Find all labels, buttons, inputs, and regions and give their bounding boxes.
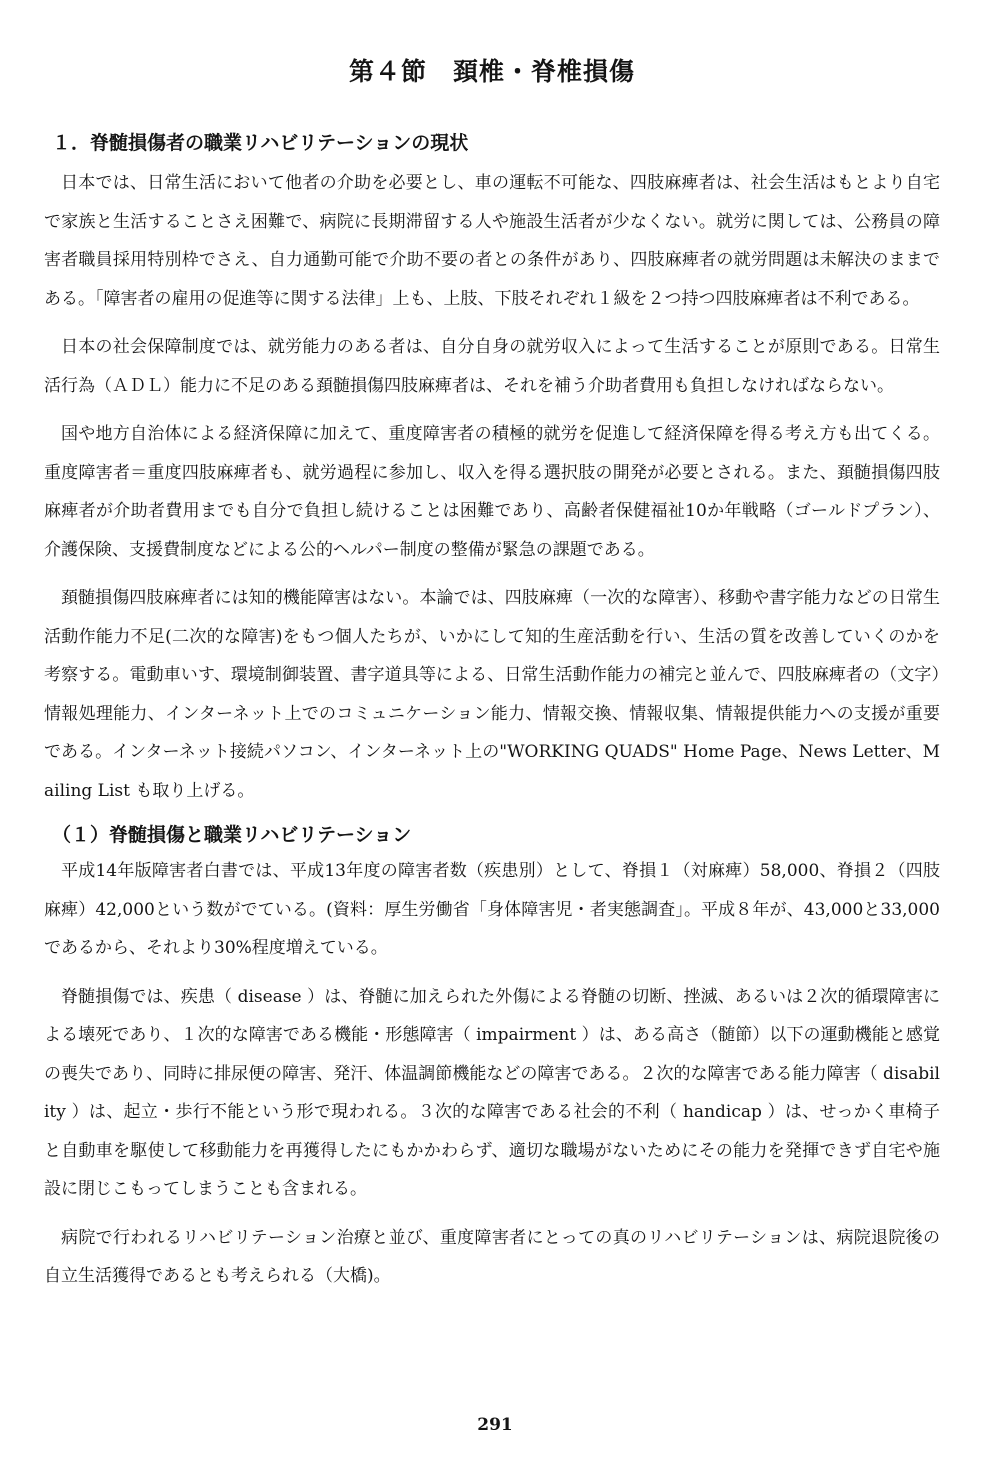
paragraph: 平成14年版障害者白書では、平成13年度の障害者数（疾患別）として、脊損１（対麻痺）58,000、脊損２（四肢麻痺）42,000という数がでている。(資料：厚生労働省「身体障害児・者実態調査」。平成８年が、43,000と33,000であるから、それより30%程度増えている。 bbox=[44, 861, 940, 958]
paragraph: 国や地方自治体による経済保障に加えて、重度障害者の積極的就労を促進して経済保障を得る考え方も出てくる。重度障害者＝重度四肢麻痺者も、就労過程に参加し、収入を得る選択肢の開発が必要とされる。また、頚髄損傷四肢麻痺者が介助者費用までも自分で負担し続けることは困難であり、高齢者保健福祉10か年戦略（ゴールドプラン）、介護保険、支援費制度などによる公的ヘルパー制度の整備が緊急の課題である。 bbox=[44, 424, 940, 560]
page-number: 291 bbox=[477, 1415, 513, 1435]
subsection-heading: （１）脊髄損傷と職業リハビリテーション bbox=[52, 824, 412, 846]
paragraph: 日本では、日常生活において他者の介助を必要とし、車の運転不可能な、四肢麻痺者は、社会生活はもとより自宅で家族と生活することさえ困難で、病院に長期滞留する人や施設生活者が少なくない。就労に関しては、公務員の障害者職員採用特別枠でさえ、自力通勤可能で介助不要の者との条件があり、四肢麻痺者の就労問題は未解決のままである。「障害者の雇用の促進等に関する法律」上も、上肢、下肢それぞれ１級を２つ持つ四肢麻痺者は不利である。 bbox=[44, 173, 940, 309]
paragraph: 脊髄損傷では、疾患（ disease ）は、脊髄に加えられた外傷による脊髄の切断、挫滅、あるいは２次的循環障害による壊死であり、１次的な障害である機能・形態障害（ impairment ）は、ある高さ（髄節）以下の運動機能と感覚の喪失であり、同時に排尿便の障害、発汗、体温調節機能などの障害である。２次的な障害である能力障害（ disability ）は、起立・歩行不能という形で現われる。３次的な障害である社会的不利（ handicap ）は、せっかく車椅子と自動車を駆使して移動能力を再獲得したにもかかわらず、適切な職場がないためにその能力を発揮できず自宅や施設に閉じこもってしまうことも含まれる。 bbox=[44, 986, 940, 1199]
section-heading: １．脊髄損傷者の職業リハビリテーションの現状 bbox=[52, 132, 469, 154]
chapter-title: 第４節 頚椎・脊椎損傷 bbox=[348, 57, 635, 86]
paragraph: 日本の社会保障制度では、就労能力のある者は、自分自身の就労収入によって生活することが原則である。日常生活行為（ＡＤＬ）能力に不足のある頚髄損傷四肢麻痺者は、それを補う介助者費用も負担しなければならない。 bbox=[44, 337, 940, 396]
paragraph: 病院で行われるリハビリテーション治療と並び、重度障害者にとっての真のリハビリテーションは、病院退院後の自立生活獲得であるとも考えられる（大橋)。 bbox=[44, 1227, 940, 1286]
paragraph: 頚髄損傷四肢麻痺者には知的機能障害はない。本論では、四肢麻痺（一次的な障害）、移動や書字能力などの日常生活動作能力不足(二次的な障害)をもつ個人たちが、いかにして知的生産活動を行い、生活の質を改善していくのかを考察する。電動車いす、環境制御装置、書字道具等による、日常生活動作能力の補完と並んで、四肢麻痺者の（文字）情報処理能力、インターネット上でのコミュニケーション能力、情報交換、情報収集、情報提供能力への支援が重要である。インターネット接続パソコン、インターネット上の"WORKING QUADS" Home Page、News Letter、Mailing List も取り上げる。 bbox=[44, 588, 940, 801]
